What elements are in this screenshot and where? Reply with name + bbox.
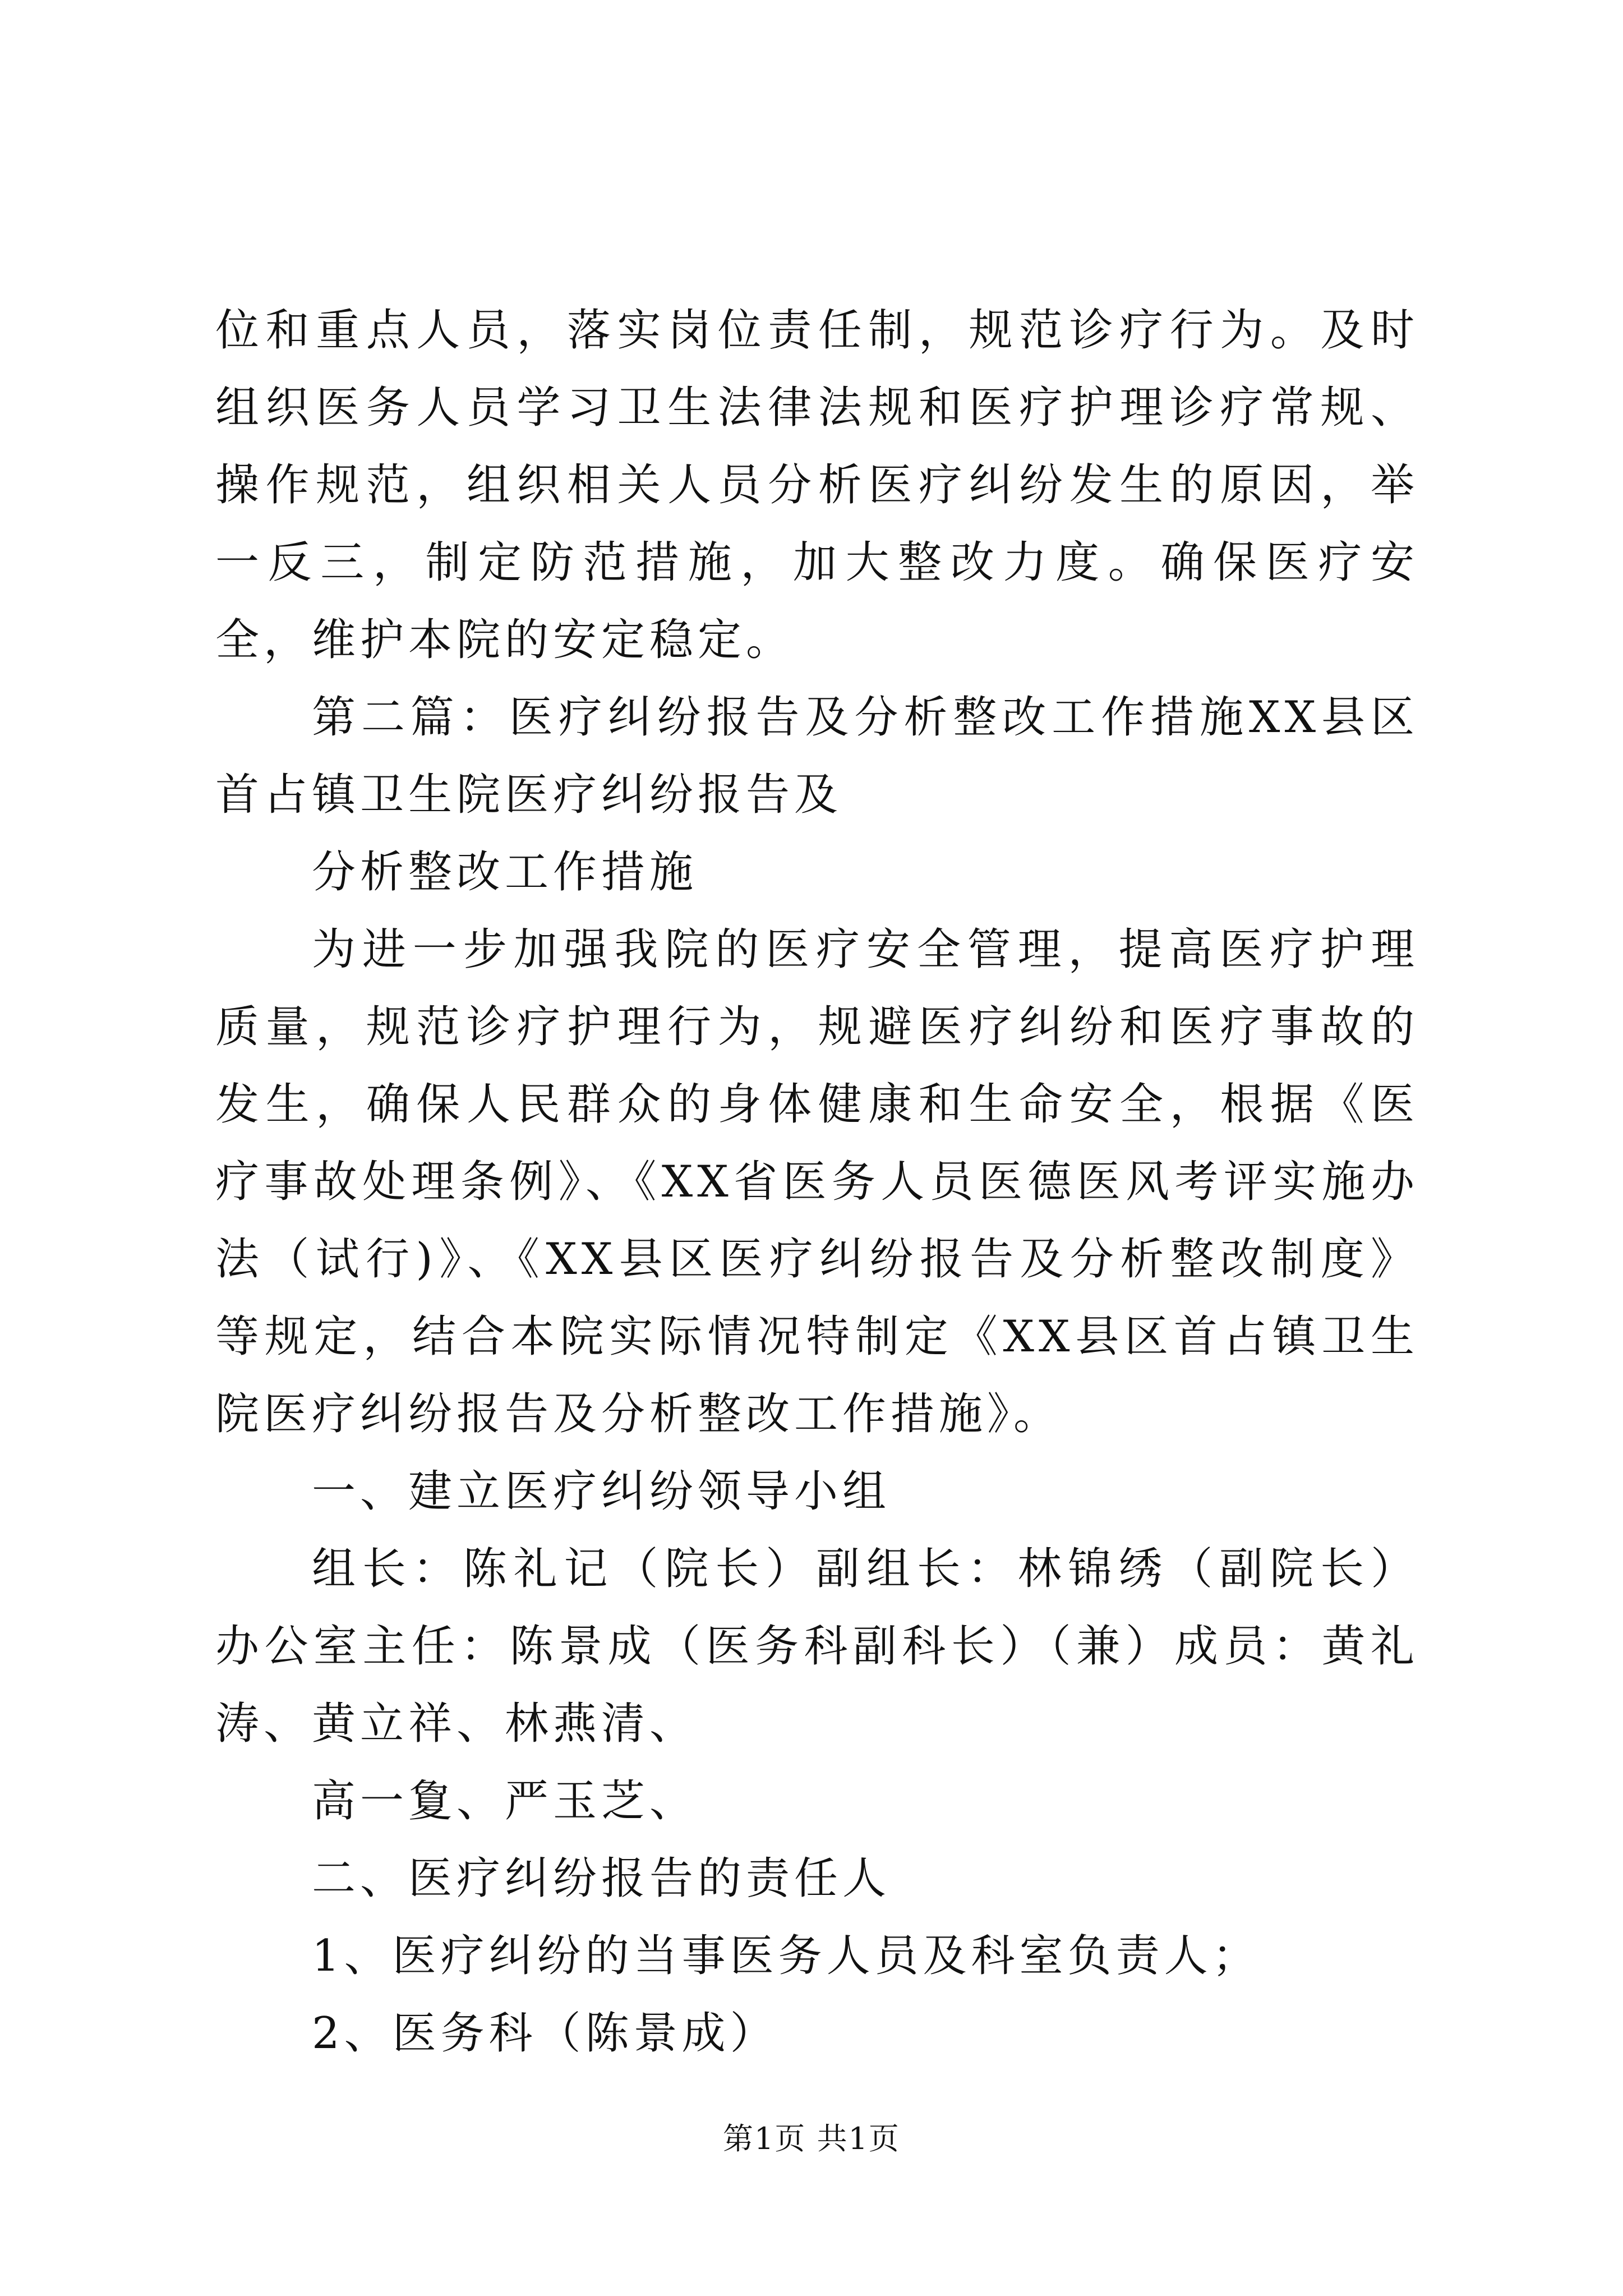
paragraph-section-title: 第二篇：医疗纠纷报告及分析整改工作措施XX县区首占镇卫生院医疗纠纷报告及 (215, 692, 1419, 820)
paragraph-group-members: 组长：陈礼记（院长）副组长：林锦绣（副院长）办公室主任：陈景成（医务科副科长）（兼）成员：黄礼涛、黄立祥、林燕清、 (215, 1544, 1419, 1749)
list-item-2: 2、医务科（陈景成） (312, 2008, 778, 2059)
paragraph-intro: 为进一步加强我院的医疗安全管理，提高医疗护理质量，规范诊疗护理行为，规避医疗纠纷和医疗事故的发生，确保人民群众的身体健康和生命安全，根据《医疗事故处理条例》、《XX省医务人员医德医风考评实施办法（试行)》、《XX县区医疗纠纷报告及分析整改制度》等规定，结合本院实际情况特制定《XX县区首占镇卫生院医疗纠纷报告及分析整改工作措施》。 (215, 924, 1419, 1439)
heading-responsible-persons: 二、医疗纠纷报告的责任人 (312, 1853, 891, 1904)
paragraph-group-members-cont: 高一夐、严玉芝、 (312, 1776, 698, 1826)
paragraph-continuation: 位和重点人员，落实岗位责任制，规范诊疗行为。及时组织医务人员学习卫生法律法规和医疗护理诊疗常规、操作规范，组织相关人员分析医疗纠纷发生的原因，举一反三，制定防范措施，加大整改力度。确保医疗安全，维护本院的安定稳定。 (215, 305, 1419, 665)
document-body (215, 292, 1419, 2072)
page-footer: 第1页 共1页 (723, 2121, 900, 2156)
heading-leadership-group: 一、建立医疗纠纷领导小组 (312, 1466, 891, 1517)
paragraph-subtitle: 分析整改工作措施 (312, 847, 698, 898)
list-item-1: 1、医疗纠纷的当事医务人员及科室负责人； (312, 1931, 1261, 1981)
